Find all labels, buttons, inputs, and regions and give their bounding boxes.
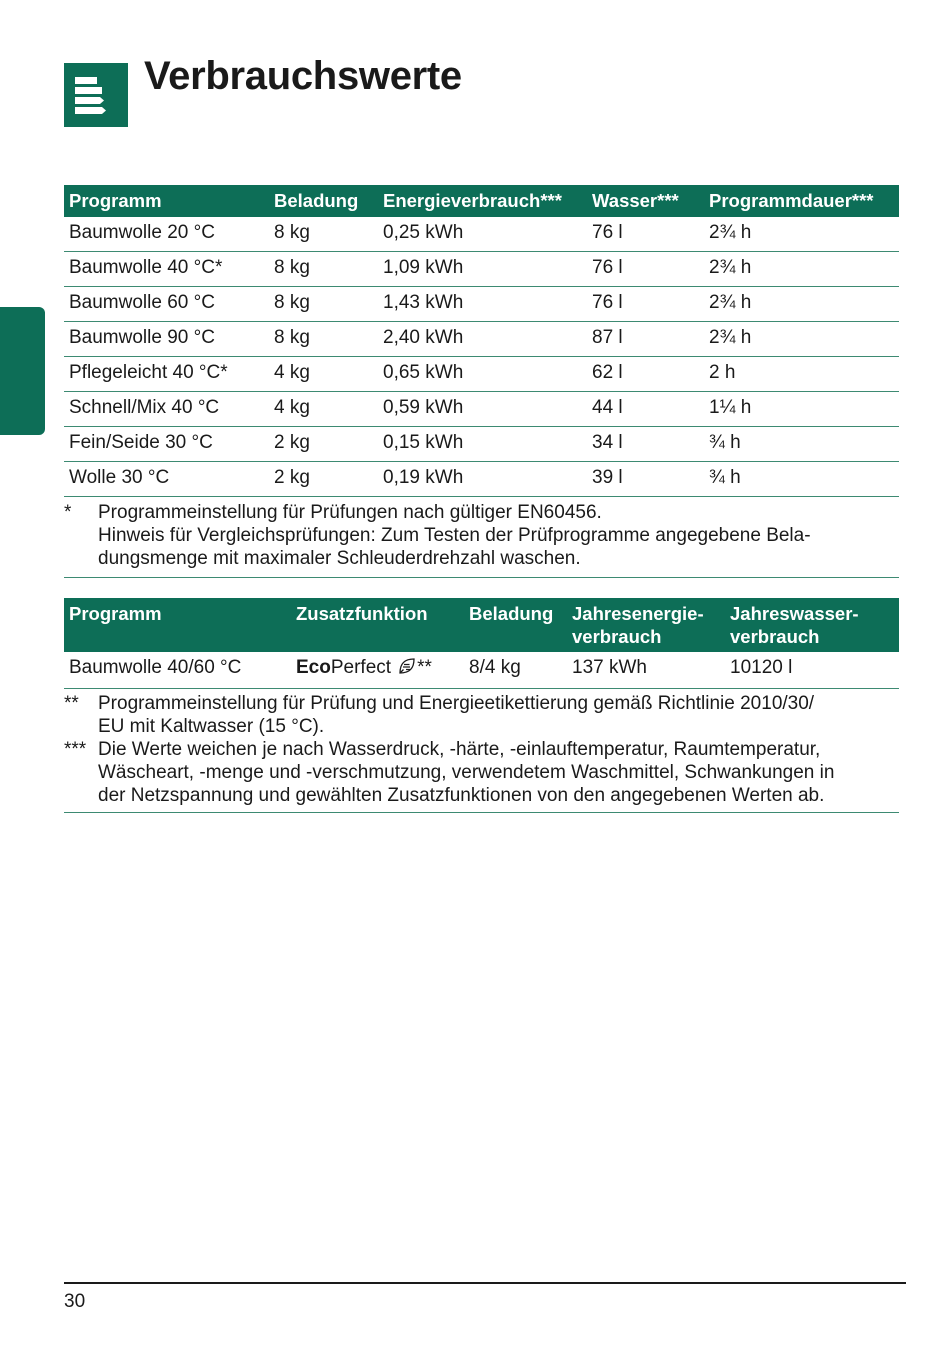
table-row <box>64 357 899 392</box>
cell-water: 44 l <box>587 392 704 427</box>
cell-duration: ¾ h <box>704 462 899 497</box>
cell-energy: 0,15 kWh <box>378 427 587 462</box>
cell-annual-water: 10120 l <box>725 652 899 689</box>
perfect-label: Perfect <box>330 657 392 678</box>
header-beladung: Beladung <box>464 598 567 652</box>
cell-load: 2 kg <box>269 462 378 497</box>
table-row <box>64 252 899 287</box>
cell-program: Baumwolle 20 °C <box>64 217 269 252</box>
cell-water: 76 l <box>587 287 704 322</box>
cell-water: 87 l <box>587 322 704 357</box>
cell-energy: 0,65 kWh <box>378 357 587 392</box>
footer-divider <box>64 1282 906 1284</box>
cell-water: 39 l <box>587 462 704 497</box>
cell-load: 8 kg <box>269 322 378 357</box>
table-row <box>64 652 899 689</box>
cell-load: 4 kg <box>269 357 378 392</box>
cell-program: Baumwolle 90 °C <box>64 322 269 357</box>
cell-energy: 0,59 kWh <box>378 392 587 427</box>
page-number: 30 <box>64 1291 86 1312</box>
cell-duration: 2¾ h <box>704 287 899 322</box>
cell-duration: 2¾ h <box>704 217 899 252</box>
cell-water: 34 l <box>587 427 704 462</box>
header-jahreswasserverbrauch: Jahreswasser- verbrauch <box>725 598 899 652</box>
footnote <box>64 692 899 738</box>
table-row <box>64 462 899 497</box>
cell-energy: 1,43 kWh <box>378 287 587 322</box>
cell-water: 62 l <box>587 357 704 392</box>
footnote <box>64 501 899 570</box>
cell-load: 4 kg <box>269 392 378 427</box>
cell-load: 8 kg <box>269 287 378 322</box>
header-zusatzfunktion: Zusatzfunktion <box>291 598 464 652</box>
table-row <box>64 322 899 357</box>
cell-annual-energy: 137 kWh <box>567 652 725 689</box>
eco-perfect-icon <box>397 656 417 684</box>
header-jahresenergieverbrauch: Jahresenergie- verbrauch <box>567 598 725 652</box>
cell-energy: 0,25 kWh <box>378 217 587 252</box>
table-row <box>64 427 899 462</box>
cell-program: Wolle 30 °C <box>64 462 269 497</box>
cell-program: Baumwolle 60 °C <box>64 287 269 322</box>
footnotes-table2 <box>64 692 899 813</box>
eco-label: Eco <box>296 657 331 678</box>
footnote-mark: ** <box>64 693 79 714</box>
annual-consumption-table <box>64 598 899 689</box>
cell-program: Schnell/Mix 40 °C <box>64 392 269 427</box>
cell-water: 76 l <box>587 217 704 252</box>
cell-energy: 0,19 kWh <box>378 462 587 497</box>
table-header-row <box>64 598 899 652</box>
footnote-text: Die Werte weichen je nach Wasserdruck, -härte, -einlauftemperatur, Raumtemperatur, Wäscheart, -menge und -verschmutzung, verwendetem Waschmittel, Schwankungen in der Netzspannung und gewählten Zusatzfunktionen von den angegebenen Werten ab. <box>98 739 835 806</box>
table-header-row <box>64 185 899 217</box>
cell-load: 8 kg <box>269 252 378 287</box>
function-suffix: ** <box>417 657 432 678</box>
table-row <box>64 392 899 427</box>
footnote-mark: * <box>64 502 72 523</box>
header-programm: Programm <box>64 185 269 217</box>
section-tab <box>0 307 45 435</box>
cell-water: 76 l <box>587 252 704 287</box>
cell-function <box>291 652 464 689</box>
cell-program: Fein/Seide 30 °C <box>64 427 269 462</box>
footnote-text: Programmeinstellung für Prüfung und Energieetikettierung gemäß Richtlinie 2010/30/ EU mit Kaltwasser (15 °C). <box>98 693 815 737</box>
cell-duration: 2 h <box>704 357 899 392</box>
cell-program: Pflegeleicht 40 °C* <box>64 357 269 392</box>
energy-label-icon <box>64 63 128 127</box>
cell-duration: 2¾ h <box>704 322 899 357</box>
table-row <box>64 217 899 252</box>
header-programmdauer: Programmdauer*** <box>704 185 899 217</box>
footnote-text: Programmeinstellung für Prüfungen nach gültiger EN60456. Hinweis für Vergleichsprüfungen: Zum Testen der Prüfprogramme angegebene Bela- dungsmenge mit maximaler Schleuderdrehzahl waschen. <box>98 502 811 569</box>
cell-duration: 1¼ h <box>704 392 899 427</box>
header-beladung: Beladung <box>269 185 378 217</box>
cell-load: 8/4 kg <box>464 652 567 689</box>
header-energieverbrauch: Energieverbrauch*** <box>378 185 587 217</box>
page-title: Verbrauchswerte <box>144 54 462 98</box>
cell-duration: ¾ h <box>704 427 899 462</box>
header-programm: Programm <box>64 598 291 652</box>
cell-load: 8 kg <box>269 217 378 252</box>
cell-load: 2 kg <box>269 427 378 462</box>
cell-program: Baumwolle 40/60 °C <box>64 652 291 689</box>
cell-energy: 1,09 kWh <box>378 252 587 287</box>
cell-program: Baumwolle 40 °C* <box>64 252 269 287</box>
header-wasser: Wasser*** <box>587 185 704 217</box>
footnote-mark: *** <box>64 739 87 760</box>
footnote <box>64 738 899 807</box>
cell-duration: 2¾ h <box>704 252 899 287</box>
footnotes-table1 <box>64 501 899 578</box>
consumption-table <box>64 185 899 497</box>
table-row <box>64 287 899 322</box>
cell-energy: 2,40 kWh <box>378 322 587 357</box>
